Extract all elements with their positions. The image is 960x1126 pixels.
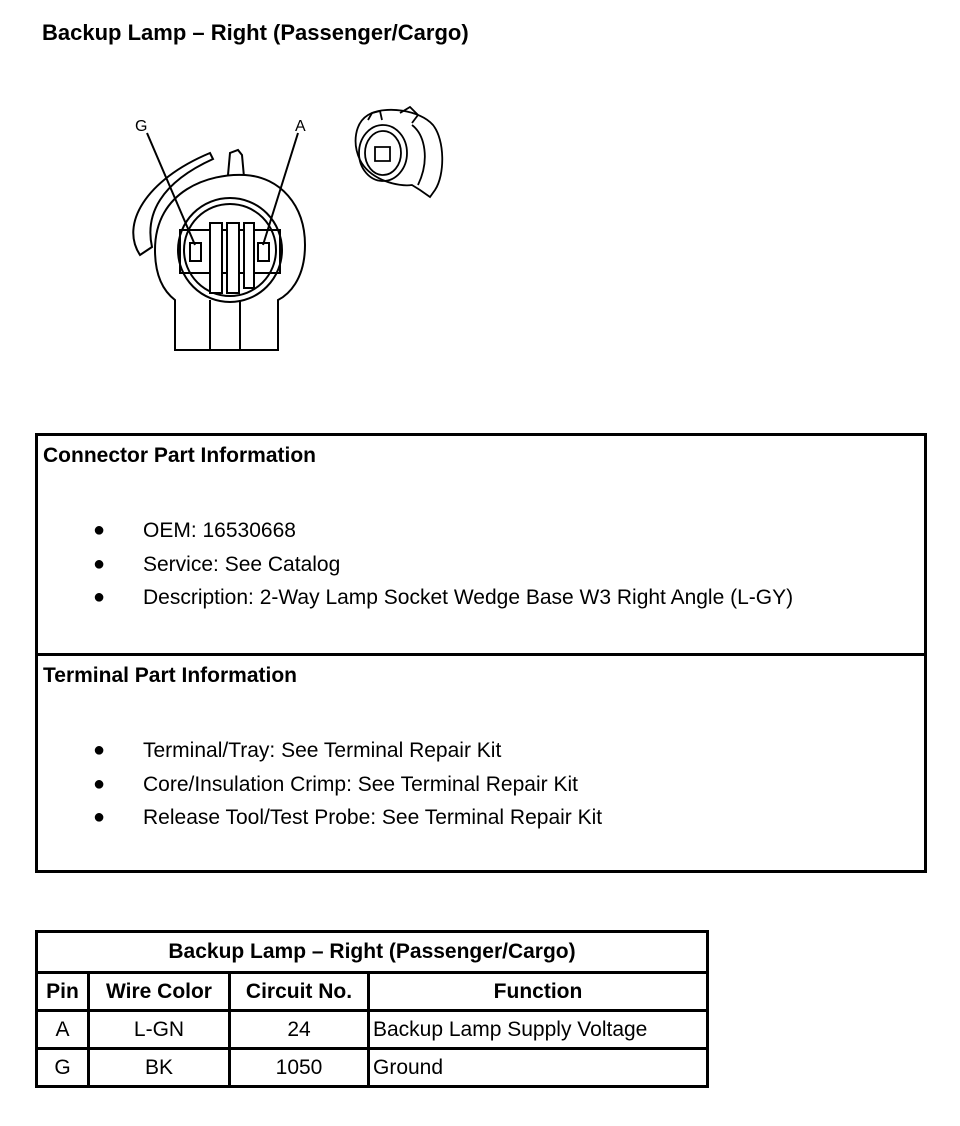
- cell-function: Ground: [369, 1049, 708, 1087]
- bullet-icon: ●: [93, 519, 106, 541]
- cell-wire-color: BK: [89, 1049, 230, 1087]
- bullet-icon: ●: [93, 586, 106, 608]
- cell-circuit: 1050: [230, 1049, 369, 1087]
- cell-wire-color: L-GN: [89, 1011, 230, 1049]
- table-row: [37, 1049, 708, 1087]
- header-pin: Pin: [37, 973, 89, 1011]
- connector-part-information: Connector Part Information ● OEM: 16530668 ● Service: See Catalog ● Description: 2-Way Lamp Socket Wedge Base W3 Right Angle (L-GY): [38, 436, 924, 656]
- table-header-row: [37, 973, 708, 1011]
- connector-info-heading: Connector Part Information: [43, 444, 317, 467]
- table-caption: Backup Lamp – Right (Passenger/Cargo): [37, 932, 708, 973]
- table-caption-row: [37, 932, 708, 973]
- header-function: Function: [369, 973, 708, 1011]
- cell-function: Backup Lamp Supply Voltage: [369, 1011, 708, 1049]
- header-wire-color: Wire Color: [89, 973, 230, 1011]
- pin-a-label: A: [295, 118, 306, 135]
- cell-pin: G: [37, 1049, 89, 1087]
- pin-g-label: G: [135, 118, 148, 135]
- bullet-icon: ●: [93, 552, 106, 575]
- page-title: Backup Lamp – Right (Passenger/Cargo): [42, 20, 469, 45]
- table-row: [37, 1011, 708, 1049]
- cell-pin: A: [37, 1011, 89, 1049]
- connector-perspective-drawing: [356, 107, 443, 197]
- bullet-icon: ●: [93, 806, 106, 828]
- terminal-part-information: Terminal Part Information ● Terminal/Tray: See Terminal Repair Kit ● Core/Insulation Crimp: See Terminal Repair Kit ● Release Tool/Test Probe: See Terminal Repair Kit: [38, 656, 924, 870]
- pin-table: [35, 930, 709, 1088]
- connector-face-drawing: [100, 95, 460, 365]
- bullet-icon: ●: [93, 739, 106, 761]
- bullet-icon: ●: [93, 772, 106, 795]
- part-information-box: [35, 433, 927, 873]
- header-circuit: Circuit No.: [230, 973, 369, 1011]
- terminal-info-heading: Terminal Part Information: [43, 664, 297, 687]
- cell-circuit: 24: [230, 1011, 369, 1049]
